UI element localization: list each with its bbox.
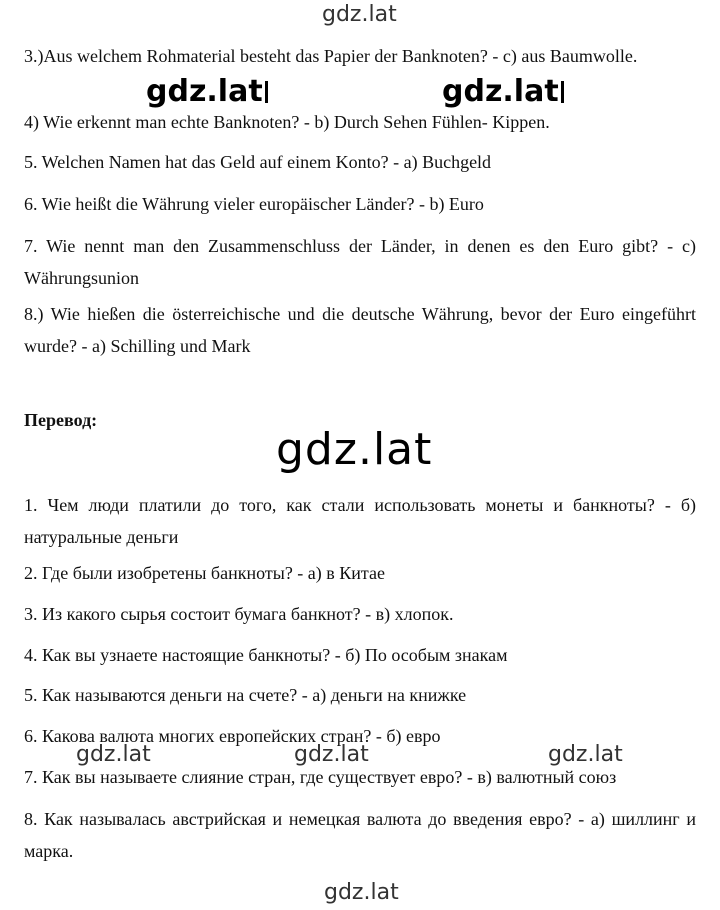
- russian-answer-3: 3. Из какого сырья состоит бумага банкнот? - в) хлопок.: [24, 604, 454, 624]
- watermark-bottom-left: gdz.lat: [76, 742, 151, 767]
- german-answer-4: 4) Wie erkennt man echte Banknoten? - b) Durch Sehen Fühlen- Kippen.: [24, 112, 550, 132]
- german-answer-8: 8.) Wie hießen die österreichische und die deutsche Währung, bevor der Euro eingeführt wurde? - a) Schilling und Mark: [24, 304, 696, 356]
- watermark-bottom-right: gdz.lat: [548, 742, 623, 767]
- german-answer-7: 7. Wie nennt man den Zusammenschluss der Länder, in denen es den Euro gibt? - c) Währungsunion: [24, 236, 696, 288]
- russian-answer-5: 5. Как называются деньги на счете? - а) деньги на книжке: [24, 685, 467, 705]
- russian-answer-8: 8. Как называлась австрийская и немецкая валюта до введения евро? - а) шиллинг и марка.: [24, 809, 696, 861]
- watermark-bottom-center: gdz.lat: [294, 742, 369, 767]
- translation-heading: Перевод:: [24, 410, 98, 430]
- watermark-right: gdz.lat: [442, 74, 564, 109]
- german-answer-3: 3.)Aus welchem Rohmaterial besteht das Papier der Banknoten? - c) aus Baumwolle.: [24, 46, 638, 66]
- watermark-center: gdz.lat: [276, 424, 433, 475]
- russian-answer-4: 4. Как вы узнаете настоящие банкноты? - б) По особым знакам: [24, 645, 508, 665]
- russian-answer-2: 2. Где были изобретены банкноты? - а) в Китае: [24, 563, 385, 583]
- russian-answer-7: 7. Как вы называете слияние стран, где существует евро? - в) валютный союз: [24, 767, 617, 787]
- watermark-left: gdz.lat: [146, 74, 268, 109]
- watermark-top: gdz.lat: [322, 2, 397, 27]
- german-answer-6: 6. Wie heißt die Währung vieler europäischer Länder? - b) Euro: [24, 194, 484, 214]
- russian-answer-1: 1. Чем люди платили до того, как стали использовать монеты и банкноты? - б) натуральные деньги: [24, 495, 696, 547]
- russian-answer-6: 6. Какова валюта многих европейских стран? - б) евро: [24, 726, 441, 746]
- german-answer-5: 5. Welchen Namen hat das Geld auf einem Konto? - a) Buchgeld: [24, 152, 492, 172]
- watermark-footer: gdz.lat: [324, 880, 399, 905]
